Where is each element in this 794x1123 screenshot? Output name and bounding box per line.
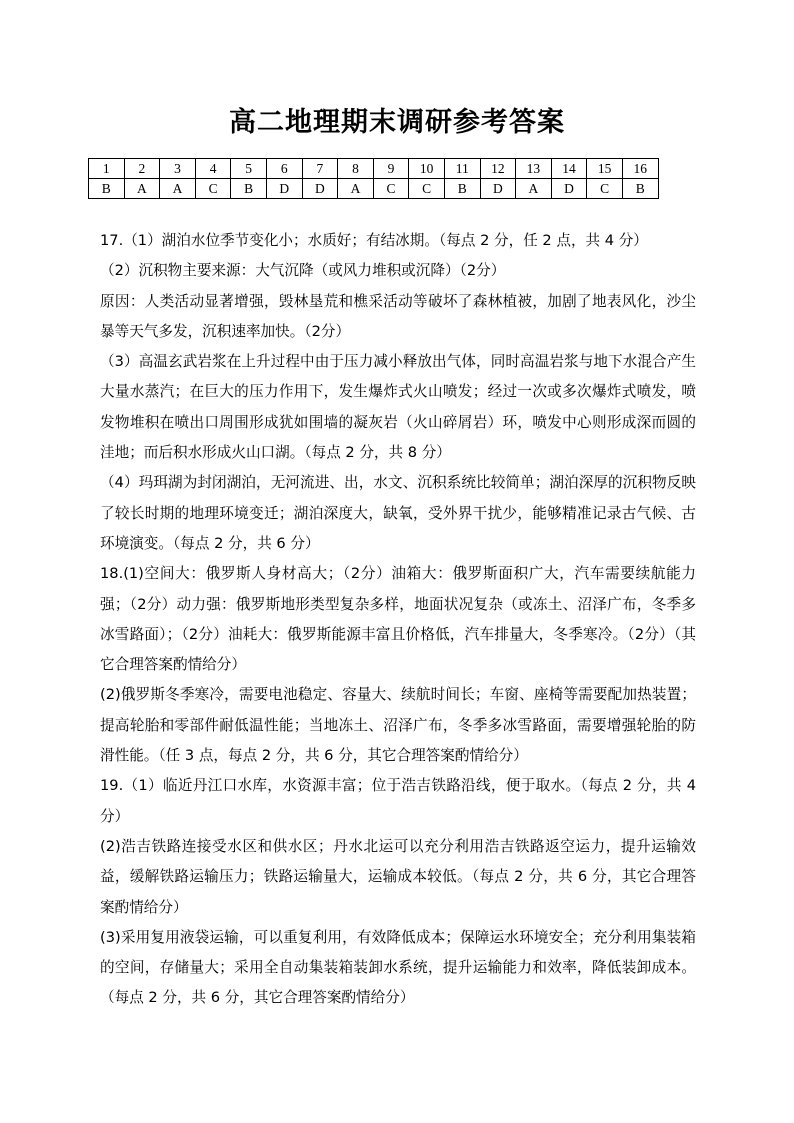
question-number-cell: 4 bbox=[195, 159, 231, 179]
answer-letter-cell: A bbox=[160, 179, 196, 199]
question-number-cell: 8 bbox=[338, 159, 374, 179]
question-number-cell: 13 bbox=[516, 159, 552, 179]
question-number-cell: 14 bbox=[551, 159, 587, 179]
question-number-cell: 16 bbox=[622, 159, 658, 179]
question-number-cell: 5 bbox=[231, 159, 267, 179]
answer-letter-cell: B bbox=[89, 179, 125, 199]
answer-letter-cell: A bbox=[124, 179, 160, 199]
question-number-cell: 1 bbox=[89, 159, 125, 179]
question-number-cell: 15 bbox=[587, 159, 623, 179]
answer-letter-cell: B bbox=[622, 179, 658, 199]
answer-17-2-reason: 原因：人类活动显著增强，毁林垦荒和樵采活动等破坏了森林植被，加剧了地表风化，沙尘暴等天气多发，沉积速率加快。（2分） bbox=[100, 292, 696, 340]
answer-letter-cell: A bbox=[338, 179, 374, 199]
answer-letter-cell: D bbox=[302, 179, 338, 199]
answer-18-1: 18.(1)空间大：俄罗斯人身材高大；（2分）油箱大：俄罗斯面积广大，汽车需要续航能力强；（2分）动力强：俄罗斯地形类型复杂多样，地面状况复杂（或冻土、沼泽广布，冬季多冰雪路面）；（2分）油耗大：俄罗斯能源丰富且价格低，汽车排量大，冬季寒冷。（2分）（其它合理答案酌情给分） bbox=[100, 565, 696, 674]
answer-letter-cell: D bbox=[480, 179, 516, 199]
answer-19-2: (2)浩吉铁路连接受水区和供水区；丹水北运可以充分利用浩吉铁路返空运力，提升运输效益，缓解铁路运输压力；铁路运输量大，运输成本较低。（每点 2 分，共 6 分，其它合理答案酌情给分） bbox=[100, 837, 696, 916]
question-number-cell: 2 bbox=[124, 159, 160, 179]
answer-body bbox=[100, 226, 696, 1014]
answer-key-table bbox=[88, 158, 659, 199]
answer-letter-cell: D bbox=[551, 179, 587, 199]
answer-17-1: 17.（1）湖泊水位季节变化小；水质好；有结冰期。（每点 2 分，任 2 点，共 4 分） bbox=[100, 232, 648, 249]
answer-letter-cell: B bbox=[231, 179, 267, 199]
answer-letter-cell: C bbox=[409, 179, 445, 199]
answer-19-3: (3)采用复用液袋运输，可以重复利用，有效降低成本；保障运水环境安全；充分利用集装箱的空间，存储量大；采用全自动集装箱装卸水系统，提升运输能力和效率，降低装卸成本。（每点 2 分，共 6 分，其它合理答案酌情给分） bbox=[100, 928, 696, 1007]
question-number-cell: 12 bbox=[480, 159, 516, 179]
answer-19-1: 19.（1）临近丹江口水库，水资源丰富；位于浩吉铁路沿线，便于取水。（每点 2 分，共 4 分） bbox=[100, 777, 696, 825]
answer-18-2: (2)俄罗斯冬季寒冷，需要电池稳定、容量大、续航时间长；车窗、座椅等需要配加热装置；提高轮胎和零部件耐低温性能；当地冻土、沼泽广布，冬季多冰雪路面，需要增强轮胎的防滑性能。（任 3 点，每点 2 分，共 6 分，其它合理答案酌情给分） bbox=[100, 686, 696, 765]
answer-17-4: （4）玛珥湖为封闭湖泊，无河流进、出，水文、沉积系统比较简单；湖泊深厚的沉积物反映了较长时期的地理环境变迁；湖泊深度大，缺氧，受外界干扰少，能够精准记录古气候、古环境演变。（每点 2 分，共 6 分） bbox=[100, 474, 696, 552]
question-number-cell: 9 bbox=[373, 159, 409, 179]
answer-17-2: （2）沉积物主要来源：大气沉降（或风力堆积或沉降）（2分） bbox=[100, 262, 506, 280]
page-title: 高二地理期末调研参考答案 bbox=[229, 107, 565, 138]
answer-letter-cell: D bbox=[266, 179, 302, 199]
answer-letter-row bbox=[89, 179, 659, 199]
answer-17-3: （3）高温玄武岩浆在上升过程中由于压力减小释放出气体，同时高温岩浆与地下水混合产生大量水蒸汽；在巨大的压力作用下，发生爆炸式火山喷发；经过一次或多次爆炸式喷发，喷发物堆积在喷出口周围形成犹如围墙的凝灰岩（火山碎屑岩）环，喷发中心则形成深而圆的洼地；而后积水形成火山口湖。（每点 2 分，共 8 分） bbox=[100, 353, 696, 462]
answer-letter-cell: C bbox=[587, 179, 623, 199]
question-number-cell: 10 bbox=[409, 159, 445, 179]
answer-letter-cell: C bbox=[195, 179, 231, 199]
answer-letter-cell: B bbox=[444, 179, 480, 199]
question-number-cell: 3 bbox=[160, 159, 196, 179]
question-number-cell: 7 bbox=[302, 159, 338, 179]
question-number-row bbox=[89, 159, 659, 179]
question-number-cell: 11 bbox=[444, 159, 480, 179]
question-number-cell: 6 bbox=[266, 159, 302, 179]
answer-letter-cell: A bbox=[516, 179, 552, 199]
answer-letter-cell: C bbox=[373, 179, 409, 199]
